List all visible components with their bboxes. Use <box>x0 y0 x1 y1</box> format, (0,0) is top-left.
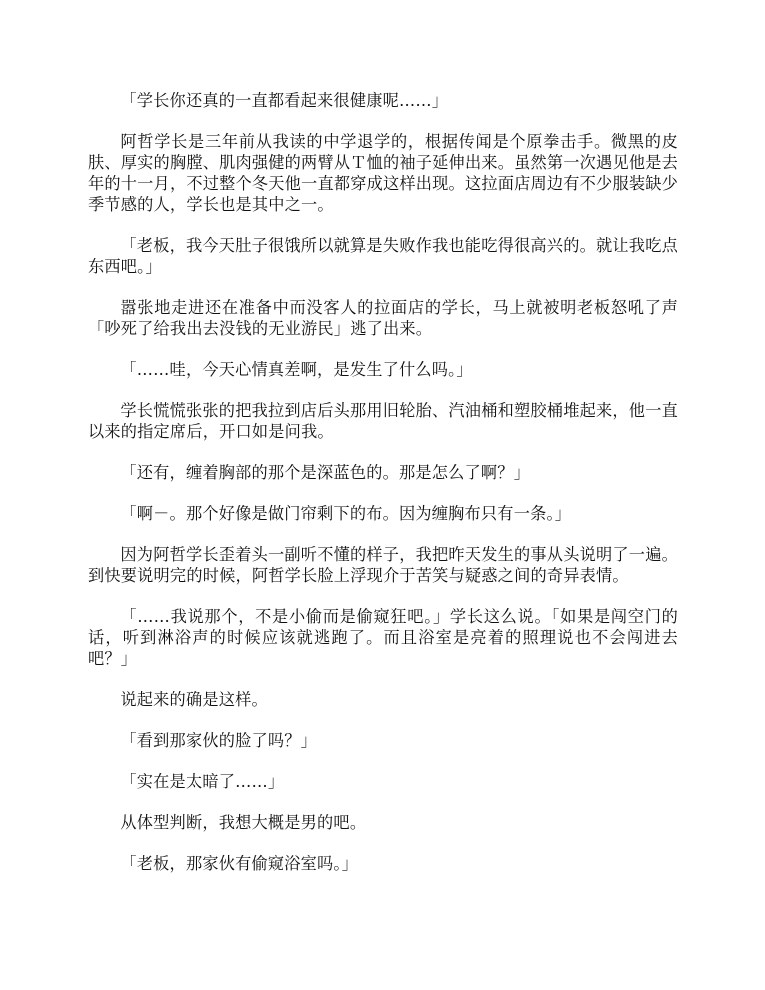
paragraph: 「老板，我今天肚子很饿所以就算是失败作我也能吃得很高兴的。就让我吃点东西吧。」 <box>88 236 678 276</box>
paragraph: 阿哲学长是三年前从我读的中学退学的，根据传闻是个原拳击手。微黑的皮肤、厚实的胸膛、肌肉强健的两臂从Ｔ恤的袖子延伸出来。虽然第一次遇见他是去年的十一月，不过整个冬天他一直都穿成这样出现。这拉面店周边有不少服装缺少季节感的人，学长也是其中之一。 <box>88 132 678 214</box>
paragraph: 嚣张地走进还在准备中而没客人的拉面店的学长，马上就被明老板怒吼了声「吵死了给我出去没钱的无业游民」逃了出来。 <box>88 298 678 338</box>
paragraph: 「学长你还真的一直都看起来很健康呢……」 <box>120 91 449 110</box>
paragraph: 「……我说那个，不是小偷而是偷窥狂吧。」学长这么说。「如果是闯空门的话，听到淋浴声的时候应该就逃跑了。而且浴室是亮着的照理说也不会闯进去吧？」 <box>88 607 678 668</box>
paragraph: 因为阿哲学长歪着头一副听不懂的样子，我把昨天发生的事从头说明了一遍。到快要说明完的时候，阿哲学长脸上浮现介于苦笑与疑惑之间的奇异表情。 <box>88 545 678 585</box>
paragraph: 学长慌慌张张的把我拉到店后头那用旧轮胎、汽油桶和塑胶桶堆起来，他一直以来的指定席后，开口如是问我。 <box>88 401 678 441</box>
paragraph: 「看到那家伙的脸了吗？」 <box>120 731 318 750</box>
paragraph: 「实在是太暗了……」 <box>120 772 285 791</box>
document-page <box>88 90 678 894</box>
paragraph: 「还有，缠着胸部的那个是深蓝色的。那是怎么了啊？」 <box>120 463 531 482</box>
paragraph: 「啊－。那个好像是做门帘剩下的布。因为缠胸布只有一条。」 <box>120 504 572 523</box>
paragraph: 「老板，那家伙有偷窥浴室吗。」 <box>120 854 359 873</box>
paragraph: 说起来的确是这样。 <box>120 690 268 709</box>
paragraph: 「……哇，今天心情真差啊，是发生了什么吗。」 <box>120 360 473 379</box>
paragraph: 从体型判断，我想大概是男的吧。 <box>120 813 367 832</box>
